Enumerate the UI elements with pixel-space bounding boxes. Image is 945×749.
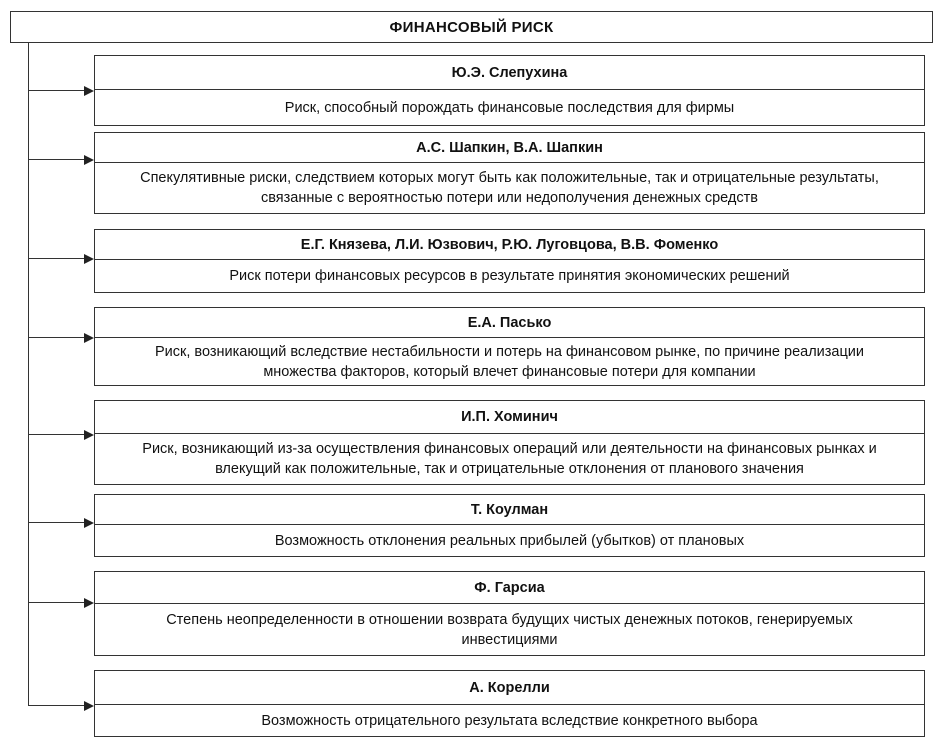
connector-2: [28, 159, 86, 160]
connector-1: [28, 90, 86, 91]
diagram-title: ФИНАНСОВЫЙ РИСК: [10, 11, 933, 43]
definition-box-5: [94, 400, 925, 485]
definition-author: И.П. Хоминич: [95, 401, 924, 434]
definition-text: Спекулятивные риски, следствием которых могут быть как положительные, так и отрицательные результаты, связанные с вероятностью потери или недополучения денежных средств: [140, 170, 879, 206]
definition-text: Степень неопределенности в отношении возврата будущих чистых денежных потоков, генерируемых инвестициями: [166, 611, 853, 648]
arrowhead-3: [84, 254, 94, 264]
definition-author: Ю.Э. Слепухина: [95, 56, 924, 90]
definition-author: Е.А. Пасько: [95, 308, 924, 338]
arrowhead-7: [84, 598, 94, 608]
definition-text: Возможность отрицательного результата вследствие конкретного выбора: [261, 712, 758, 729]
definition-box-7: [94, 571, 925, 656]
arrowhead-1: [84, 86, 94, 96]
definition-text: Возможность отклонения реальных прибылей (убытков) от плановых: [274, 532, 745, 549]
arrowhead-2: [84, 155, 94, 165]
definition-text: Риск, возникающий вследствие нестабильности и потерь на финансовом рынке, по причине реализации множества факторов, который влечет финансовые потери для компании: [154, 343, 864, 380]
arrowhead-5: [84, 430, 94, 440]
connector-6: [28, 522, 86, 523]
definition-text: Риск потери финансовых ресурсов в результате принятия экономических решений: [229, 268, 790, 284]
arrowhead-4: [84, 333, 94, 343]
arrowhead-8: [84, 701, 94, 711]
definition-text: Риск, возникающий из-за осуществления финансовых операций или деятельности на финансовых рынках и влекущий как положительные, так и отрицательные отклонения от планового значения: [142, 441, 877, 477]
definition-author: Е.Г. Князева, Л.И. Юзвович, Р.Ю. Луговцова, В.В. Фоменко: [95, 230, 924, 260]
connector-4: [28, 337, 86, 338]
definition-author: А. Корелли: [95, 671, 924, 705]
definition-author: А.С. Шапкин, В.А. Шапкин: [95, 133, 924, 163]
arrowhead-6: [84, 518, 94, 528]
connector-8: [28, 705, 86, 706]
trunk-line: [28, 43, 29, 706]
definition-author: Т. Коулман: [95, 495, 924, 525]
definition-box-8: [94, 670, 925, 737]
definition-box-1: [94, 55, 925, 126]
connector-3: [28, 258, 86, 259]
connector-5: [28, 434, 86, 435]
definition-text: Риск, способный порождать финансовые последствия для фирмы: [284, 99, 735, 116]
definition-author: Ф. Гарсиа: [95, 572, 924, 604]
definition-box-4: [94, 307, 925, 386]
connector-7: [28, 602, 86, 603]
definition-box-2: [94, 132, 925, 214]
definition-box-6: [94, 494, 925, 557]
definition-box-3: [94, 229, 925, 293]
